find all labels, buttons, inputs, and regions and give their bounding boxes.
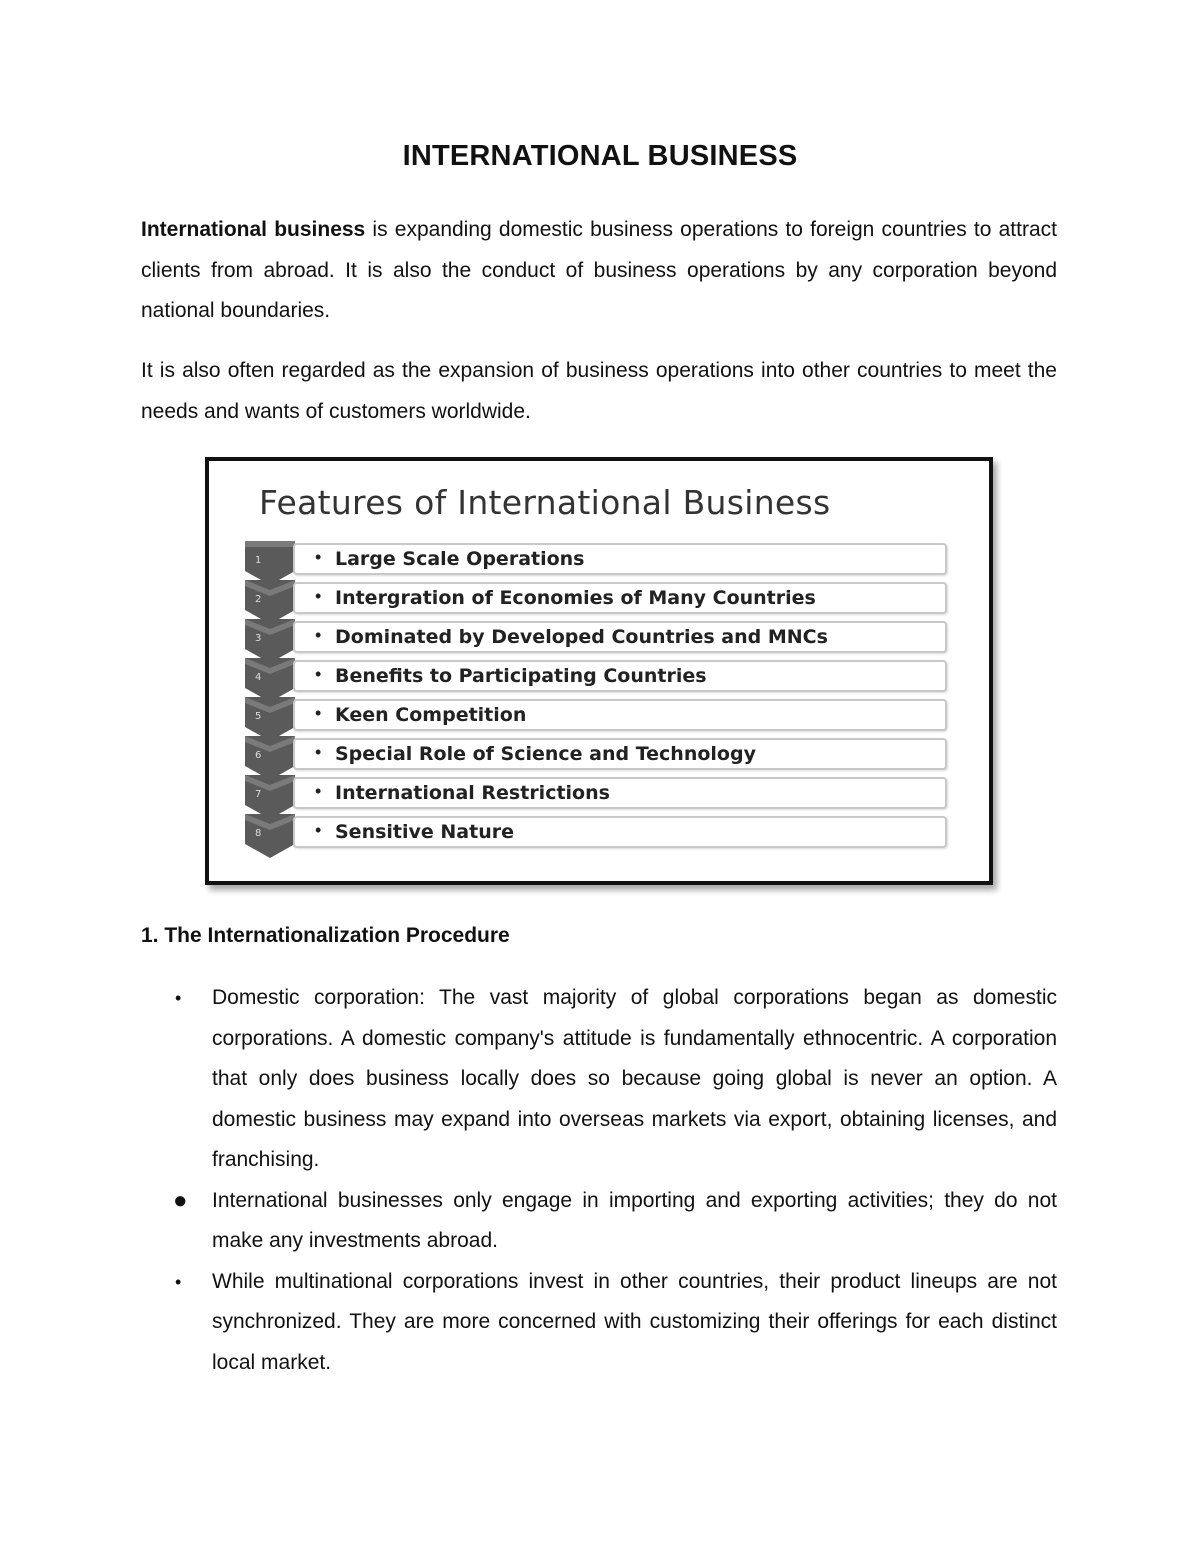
list-item-text: International businesses only engage in importing and exporting activities; they do not make any investments abroad. [212,1188,1057,1252]
feature-number: 3 [255,633,262,644]
feature-number: 4 [255,672,262,683]
feature-row [209,736,989,772]
bullet-list [141,978,1057,1383]
chevron-arrow-icon [245,814,295,858]
feature-box [293,582,947,614]
chevron-arrow-icon [245,658,295,702]
feature-bullet: • [315,586,322,606]
list-item [141,1181,1057,1262]
feature-row [209,619,989,655]
intro-term: International business [141,218,366,241]
feature-bullet: • [315,703,322,723]
feature-box [293,816,947,848]
feature-bullet: • [315,781,322,801]
intro-paragraph [141,210,1057,332]
list-item [141,978,1057,1181]
feature-box [293,777,947,809]
feature-number: 1 [255,555,262,566]
feature-label: Dominated by Developed Countries and MNCs [335,626,828,648]
feature-number: 8 [255,828,262,839]
feature-row [209,541,989,577]
feature-box [293,738,947,770]
chevron-arrow-icon [245,619,295,663]
second-paragraph: It is also often regarded as the expansion of business operations into other countries to meet the needs and wants of customers worldwide. [141,359,1057,423]
feature-number: 7 [255,789,262,800]
feature-bullet: • [315,742,322,762]
section-heading: 1. The Internationalization Procedure [141,924,510,947]
feature-row [209,580,989,616]
list-item-text: Domestic corporation: The vast majority of global corporations began as domestic corporations. A domestic company's attitude is fundamentally ethnocentric. A corporation that only does business locally does so because going global is never an option. A domestic business may expand into overseas markets via export, obtaining licenses, and franchising. [212,986,1057,1171]
feature-box [293,699,947,731]
feature-row [209,697,989,733]
chevron-arrow-icon [245,580,295,624]
feature-label: Benefits to Participating Countries [335,665,707,687]
bullet-icon: • [175,1271,182,1292]
feature-label: Intergration of Economies of Many Countries [335,587,816,609]
feature-label: Sensitive Nature [335,821,514,843]
chevron-arrow-icon [245,697,295,741]
feature-label: International Restrictions [335,782,610,804]
feature-box [293,621,947,653]
list-item [141,1262,1057,1384]
feature-bullet: • [315,664,322,684]
page-title: INTERNATIONAL BUSINESS [402,140,798,172]
feature-bullet: • [315,547,322,567]
feature-row [209,775,989,811]
feature-bullet: • [315,625,322,645]
list-item-text: While multinational corporations invest in other countries, their product lineups are not synchronized. They are more concerned with customizing their offerings for each distinct local market. [212,1269,1057,1374]
feature-label: Keen Competition [335,704,527,726]
feature-number: 6 [255,750,262,761]
feature-row [209,658,989,694]
chevron-arrow-icon [245,736,295,780]
figure-title: Features of International Business [259,483,831,522]
feature-bullet: • [315,820,322,840]
features-figure [205,457,993,885]
feature-label: Special Role of Science and Technology [335,743,756,765]
feature-label: Large Scale Operations [335,548,585,570]
intro-text: is expanding domestic business operations to foreign countries to attract clients from abroad. It is also the conduct of business operations by any corporation beyond national boundaries. [141,218,1057,322]
bullet-icon: • [175,988,182,1008]
chevron-arrow-icon [245,541,295,585]
feature-number: 2 [255,594,262,605]
feature-box [293,543,947,575]
feature-row [209,814,989,850]
feature-number: 5 [255,711,262,722]
bullet-icon: ● [173,1186,188,1214]
feature-box [293,660,947,692]
chevron-arrow-icon [245,775,295,819]
